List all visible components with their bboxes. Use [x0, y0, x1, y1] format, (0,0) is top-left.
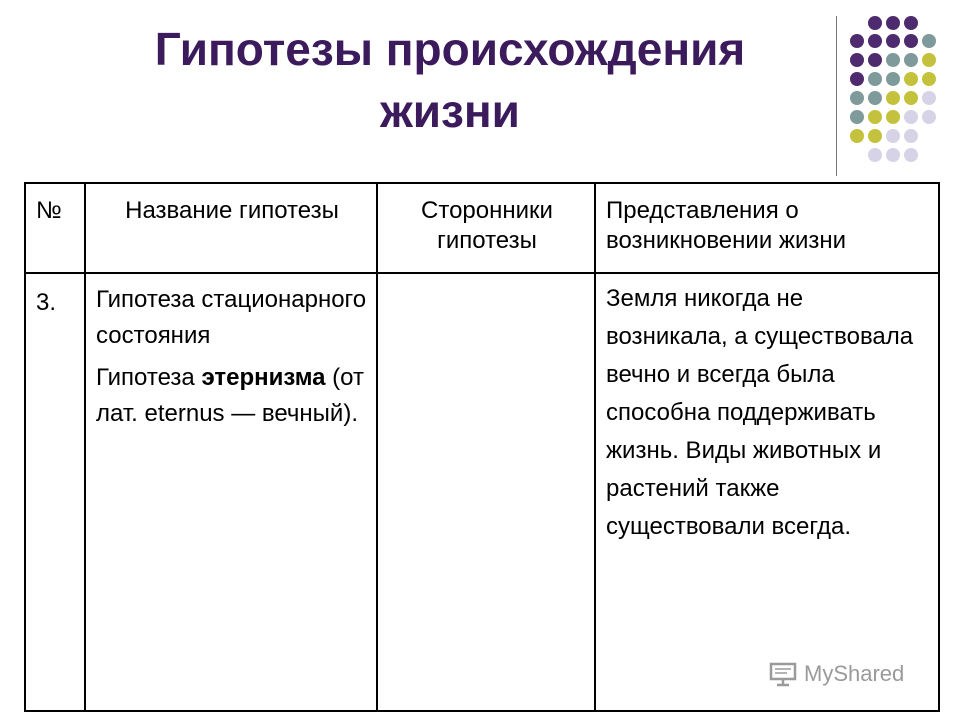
decor-dot — [886, 129, 900, 143]
decor-dot — [886, 110, 900, 124]
decor-dot — [850, 110, 864, 124]
hypothesis-name-2-suffix: (от лат. eternus — вечный). — [96, 364, 364, 427]
presentation-board-icon — [768, 661, 798, 687]
hypotheses-table — [24, 182, 940, 712]
header-ideas-cell — [595, 183, 939, 273]
decor-dot — [868, 53, 882, 67]
row-ideas-cell — [595, 273, 939, 711]
watermark — [768, 660, 904, 688]
header-name-cell — [85, 183, 377, 273]
decor-dot — [904, 129, 918, 143]
decorative-divider — [836, 16, 837, 176]
decor-dot — [868, 16, 882, 30]
decor-dot — [886, 72, 900, 86]
decor-dot — [850, 72, 864, 86]
decor-dot — [868, 110, 882, 124]
row-supporters-cell — [377, 273, 595, 711]
hypothesis-name-2 — [96, 360, 368, 432]
row-ideas: Земля никогда не возникала, а существовала вечно и всегда была способна поддерживать жизнь. Виды животных и растений также существовали всегда. — [606, 285, 914, 540]
header-ideas: Представления о возникновении жизни — [606, 197, 847, 254]
header-number: № — [36, 197, 62, 224]
decor-dot — [922, 91, 936, 105]
decor-dot — [904, 16, 918, 30]
row-number-cell — [25, 273, 85, 711]
decor-dot — [904, 148, 918, 162]
decor-dot — [904, 110, 918, 124]
decor-dot — [922, 34, 936, 48]
hypothesis-name-1: Гипотеза стационарного состояния — [96, 286, 367, 349]
decor-dot — [904, 53, 918, 67]
decor-dot — [850, 129, 864, 143]
decor-dot — [922, 53, 936, 67]
header-supporters-cell — [377, 183, 595, 273]
decor-dot — [886, 34, 900, 48]
table-header-row — [25, 183, 939, 273]
header-number-cell — [25, 183, 85, 273]
decor-dot — [904, 91, 918, 105]
decor-dot — [868, 148, 882, 162]
decor-dot — [886, 91, 900, 105]
decor-dot — [886, 148, 900, 162]
decor-dot — [850, 53, 864, 67]
hypothesis-name-2-prefix: Гипотеза — [96, 364, 202, 391]
decorative-dot-grid — [850, 14, 960, 164]
table-row — [25, 273, 939, 711]
header-name: Название гипотезы — [125, 197, 339, 224]
decor-dot — [886, 16, 900, 30]
hypothesis-name-2-bold: этернизма — [201, 364, 326, 391]
row-number: 3. — [36, 289, 57, 316]
decor-dot — [868, 129, 882, 143]
decor-dot — [904, 72, 918, 86]
decor-dot — [886, 53, 900, 67]
decor-dot — [850, 34, 864, 48]
watermark-brand: MyShared — [804, 661, 905, 686]
decor-dot — [868, 72, 882, 86]
decor-dot — [868, 34, 882, 48]
row-name-cell — [85, 273, 377, 711]
slide-title-line-2: жизни — [380, 85, 520, 137]
decor-dot — [850, 91, 864, 105]
row-supporters — [378, 274, 594, 286]
slide-title-line-1: Гипотезы происхождения — [154, 23, 746, 75]
slide-title — [60, 18, 840, 142]
decor-dot — [922, 110, 936, 124]
header-supporters: Сторонники гипотезы — [421, 197, 553, 254]
decor-dot — [922, 72, 936, 86]
decor-dot — [868, 91, 882, 105]
decor-dot — [904, 34, 918, 48]
